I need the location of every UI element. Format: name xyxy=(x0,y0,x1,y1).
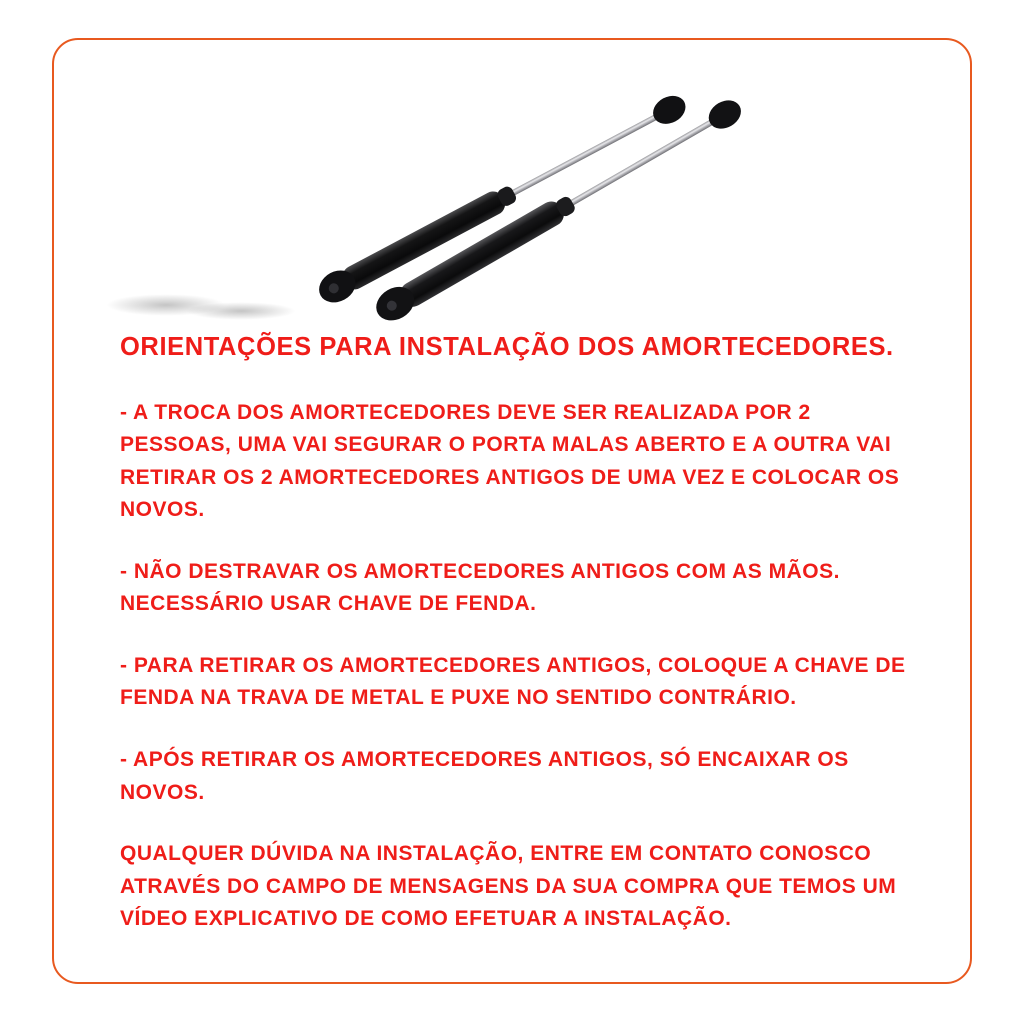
instruction-paragraph-2: - NÃO DESTRAVAR OS AMORTECEDORES ANTIGOS COM AS MÃOS. NECESSÁRIO USAR CHAVE DE FENDA. xyxy=(120,559,840,616)
gas-strut-pair-image xyxy=(264,62,764,332)
instruction-paragraph-1: - A TROCA DOS AMORTECEDORES DEVE SER REALIZADA POR 2 PESSOAS, UMA VAI SEGURAR O PORTA MALAS ABERTO E A OUTRA VAI RETIRAR OS 2 AMORTECEDORES ANTIGOS DE UMA VEZ E COLOCAR OS NOVOS. xyxy=(120,400,900,522)
instructions-content xyxy=(120,332,920,936)
instruction-paragraph-5: QUALQUER DÚVIDA NA INSTALAÇÃO, ENTRE EM CONTATO CONOSCO ATRAVÉS DO CAMPO DE MENSAGENS DA SUA COMPRA QUE TEMOS UM VÍDEO EXPLICATIVO DE COMO EFETUAR A INSTALAÇÃO. xyxy=(120,842,897,931)
instructions-card xyxy=(52,38,972,984)
product-image-area xyxy=(54,62,974,332)
instruction-paragraph-3: - PARA RETIRAR OS AMORTECEDORES ANTIGOS, COLOQUE A CHAVE DE FENDA NA TRAVA DE METAL E PUXE NO SENTIDO CONTRÁRIO. xyxy=(120,653,906,710)
instruction-paragraph-4: - APÓS RETIRAR OS AMORTECEDORES ANTIGOS, SÓ ENCAIXAR OS NOVOS. xyxy=(120,747,849,804)
page-title: ORIENTAÇÕES PARA INSTALAÇÃO DOS AMORTECEDORES. xyxy=(120,333,894,361)
